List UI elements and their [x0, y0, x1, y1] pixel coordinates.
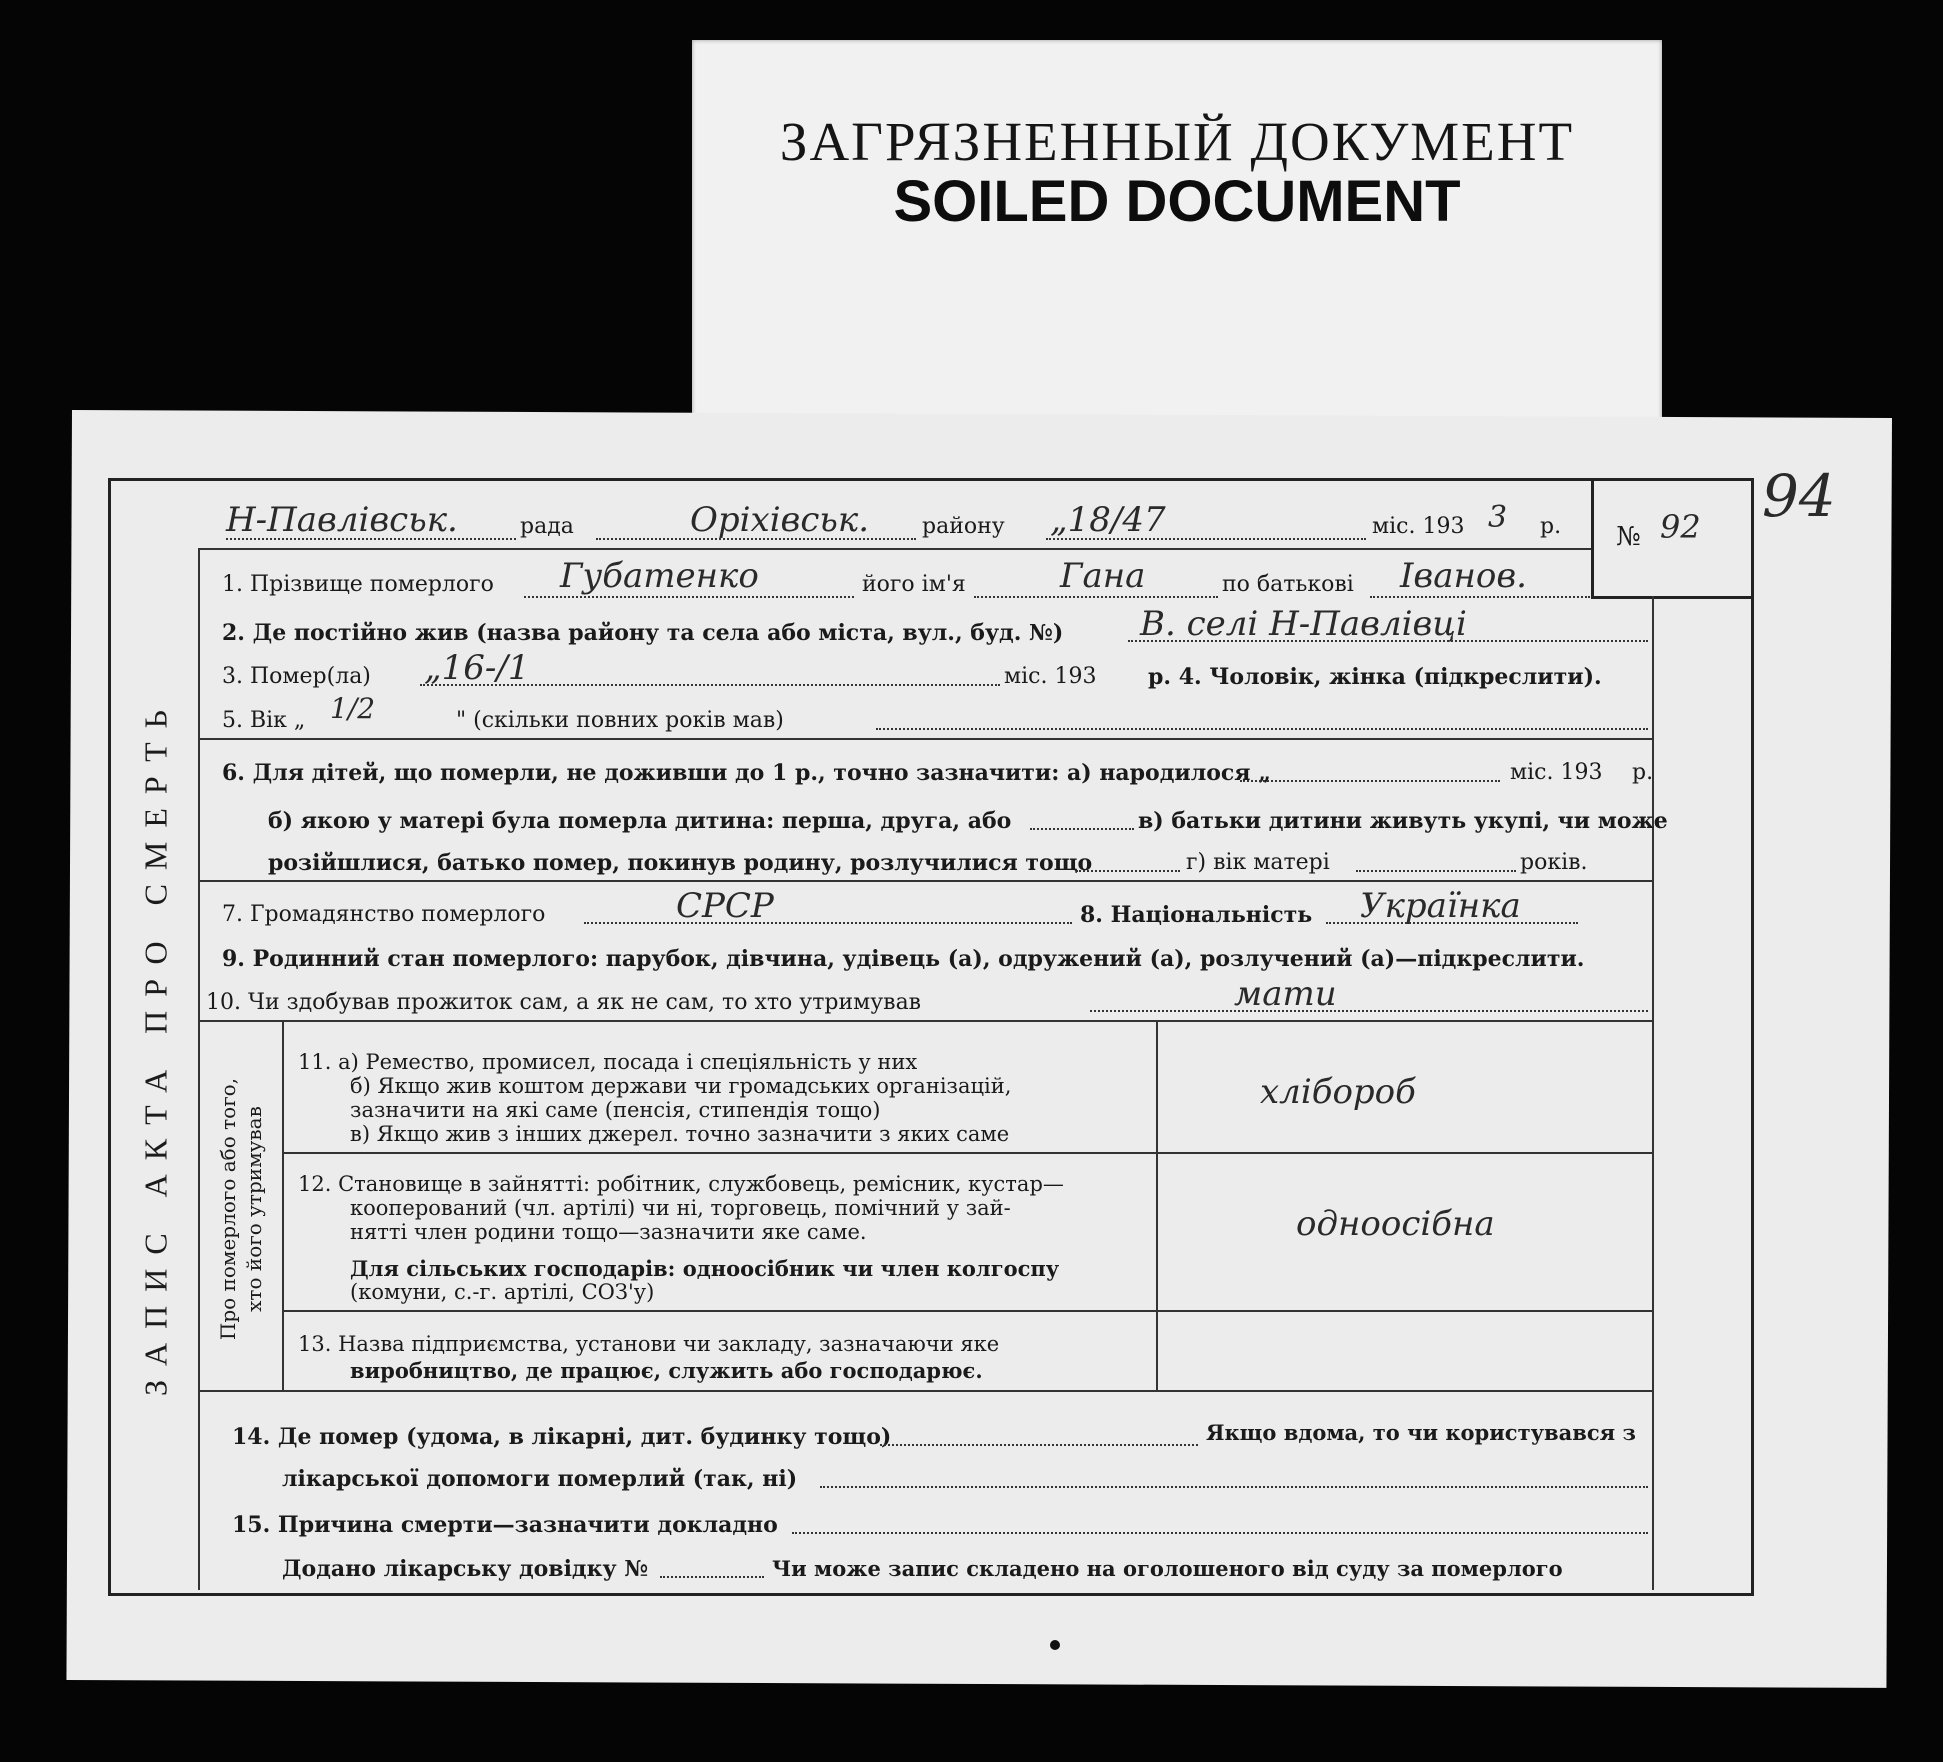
row6-line3b: г) вік матері: [1186, 850, 1330, 875]
supporter-line: [1090, 1010, 1648, 1012]
row2-label: 2. Де постійно жив (назва району та села або міста, вул., буд. №): [222, 620, 1064, 646]
row5-suffix: " (скільки повних років мав): [456, 708, 784, 733]
divider-row10: [198, 1020, 1652, 1022]
hw-rada: Н-Павлівськ.: [226, 500, 458, 540]
row7-label: 7. Громадянство померлого: [222, 902, 546, 927]
hw-patronymic: Іванов.: [1400, 556, 1527, 596]
hw-year-digit: 3: [1488, 500, 1508, 535]
birth-date-line: [1240, 780, 1500, 782]
row15-b: Додано лікарську довідку №: [282, 1556, 649, 1582]
row12-b: кооперований (чл. артілі) чи ні, торговець, помічний у зай-: [350, 1196, 1011, 1220]
death-place-line: [880, 1444, 1198, 1446]
side-subtitle: Про померлого або того, хто його утримував: [216, 1077, 266, 1341]
row12-c: нятті член родини тощо—зазначити яке саме.: [350, 1220, 867, 1244]
header-divider: [198, 548, 1591, 550]
hw-death-date: „16-/1: [424, 648, 530, 688]
hw-rayon: Оріхівськ.: [690, 500, 870, 540]
number-label: №: [1616, 522, 1641, 552]
row3-label: 3. Помер(ла): [222, 664, 371, 689]
divider-row5: [198, 738, 1652, 740]
rada-label: рада: [520, 514, 574, 539]
divider-row13: [198, 1390, 1652, 1392]
row4-sex-label: р. 4. Чоловік, жінка (підкреслити).: [1148, 664, 1602, 690]
age-line: [876, 728, 1648, 730]
hole-mark: [1050, 1640, 1060, 1650]
hw-date: „18/47: [1050, 500, 1166, 540]
row9-label: 9. Родинний стан померлого: парубок, дівчина, удівець (а), одружений (а), розлучений (а)—підкреслити.: [222, 946, 1585, 972]
row12-d: Для сільських господарів: одноосібник чи член колгоспу: [350, 1256, 1060, 1281]
hw-occupation: хлібороб: [1260, 1072, 1416, 1112]
month-year-label: міс. 193: [1372, 514, 1465, 539]
value-column-divider: [1156, 1020, 1158, 1390]
certificate-number-line: [660, 1576, 764, 1578]
patronymic-label: по батькові: [1222, 572, 1354, 597]
row14-a-right: Якщо вдома, то чи користувався з: [1206, 1420, 1636, 1445]
patronymic-line: [1370, 596, 1590, 598]
row1-label: 1. Прізвище померлого: [222, 572, 494, 597]
rayon-field-line: [596, 538, 916, 540]
row14-b: лікарської допомоги померлий (так, ні): [282, 1466, 798, 1492]
surname-line: [524, 596, 854, 598]
row12-a: 12. Становище в зайнятті: робітник, службовець, ремісник, кустар—: [298, 1172, 1064, 1196]
hw-age: 1/2: [330, 692, 376, 725]
row13-a: 13. Назва підприємства, установи чи закладу, зазначаючи яке: [298, 1332, 1000, 1356]
hw-supporter: мати: [1234, 974, 1337, 1014]
residence-line: [1128, 640, 1648, 642]
row6-line2b: в) батьки дитини живуть укупі, чи може: [1138, 808, 1668, 834]
divider-row6: [198, 880, 1652, 882]
birth-order-line: [1030, 828, 1134, 830]
hw-residence: В. селі Н-Павлівці: [1140, 604, 1467, 644]
row11-b: б) Якщо жив коштом держави чи громадських організацій,: [350, 1074, 1012, 1098]
rada-field-line: [226, 538, 516, 540]
row14-a: 14. Де помер (удома, в лікарні, дит. будинку тощо): [232, 1424, 892, 1450]
row6-line3: розійшлися, батько помер, покинув родину, розлучилися тощо: [268, 850, 1093, 876]
medical-help-line: [820, 1486, 1648, 1488]
sub-column-divider: [282, 1020, 284, 1390]
hw-given-name: Гана: [1060, 556, 1146, 596]
date-field-line: [1046, 538, 1366, 540]
hw-citizenship: СРСР: [676, 886, 774, 926]
row6-line1-end: міс. 193: [1510, 760, 1603, 785]
row6-line3c: років.: [1520, 850, 1588, 875]
row3-month-label: міс. 193: [1004, 664, 1097, 689]
row6-line1-r: р.: [1632, 760, 1654, 785]
row13-b: виробництво, де працює, служить або господарює.: [350, 1358, 983, 1383]
rayon-label: району: [922, 514, 1005, 539]
hw-record-number: 92: [1660, 508, 1701, 546]
parents-status-line: [1076, 870, 1180, 872]
divider-row12: [282, 1310, 1652, 1312]
row6-line1: 6. Для дітей, що померли, не доживши до 1 р., точно зазначити: а) народилося „: [222, 760, 1271, 786]
given-name-line: [974, 596, 1218, 598]
hw-surname: Губатенко: [560, 556, 759, 596]
right-column-divider: [1652, 596, 1654, 1590]
soiled-document-stamp: [692, 40, 1662, 440]
row11-c: зазначити на які саме (пенсія, стипендія тощо): [350, 1098, 881, 1122]
row8-label: 8. Національність: [1080, 902, 1313, 928]
row15-b-right: Чи може запис складено на оголошеного від суду за померлого: [772, 1556, 1563, 1581]
row12-e: (комуни, с.-г. артілі, СОЗ'у): [350, 1280, 655, 1304]
divider-row11: [282, 1152, 1652, 1154]
stamp-title-ru: ЗАГРЯЗНЕННЫЙ ДОКУМЕНТ: [779, 111, 1575, 172]
hw-employment-status: одноосібна: [1296, 1204, 1495, 1244]
row11-a: 11. а) Ремество, промисел, посада і спеціяльність у них: [298, 1050, 918, 1074]
death-date-line: [420, 684, 1000, 686]
hw-nationality: Українка: [1360, 886, 1521, 926]
name-label: його ім'я: [862, 572, 966, 597]
folio-number: 94: [1762, 462, 1836, 530]
row15-a: 15. Причина смерти—зазначити докладно: [232, 1512, 778, 1538]
year-suffix: р.: [1540, 514, 1562, 539]
cause-of-death-line: [792, 1532, 1648, 1534]
row11-d: в) Якщо жив з інших джерел. точно зазначити з яких саме: [350, 1122, 1010, 1146]
nationality-line: [1326, 922, 1578, 924]
row6-line2: б) якою у матері була померла дитина: перша, друга, або: [268, 808, 1012, 834]
row10-label: 10. Чи здобував прожиток сам, а як не сам, то хто утримував: [206, 990, 922, 1015]
mother-age-line: [1356, 870, 1516, 872]
citizenship-line: [584, 922, 1072, 924]
stamp-title-en: SOILED DOCUMENT: [893, 169, 1461, 234]
side-title: ЗАПИС АКТА ПРО СМЕРТЬ: [137, 695, 174, 1397]
row5-label: 5. Вік „: [222, 708, 306, 733]
